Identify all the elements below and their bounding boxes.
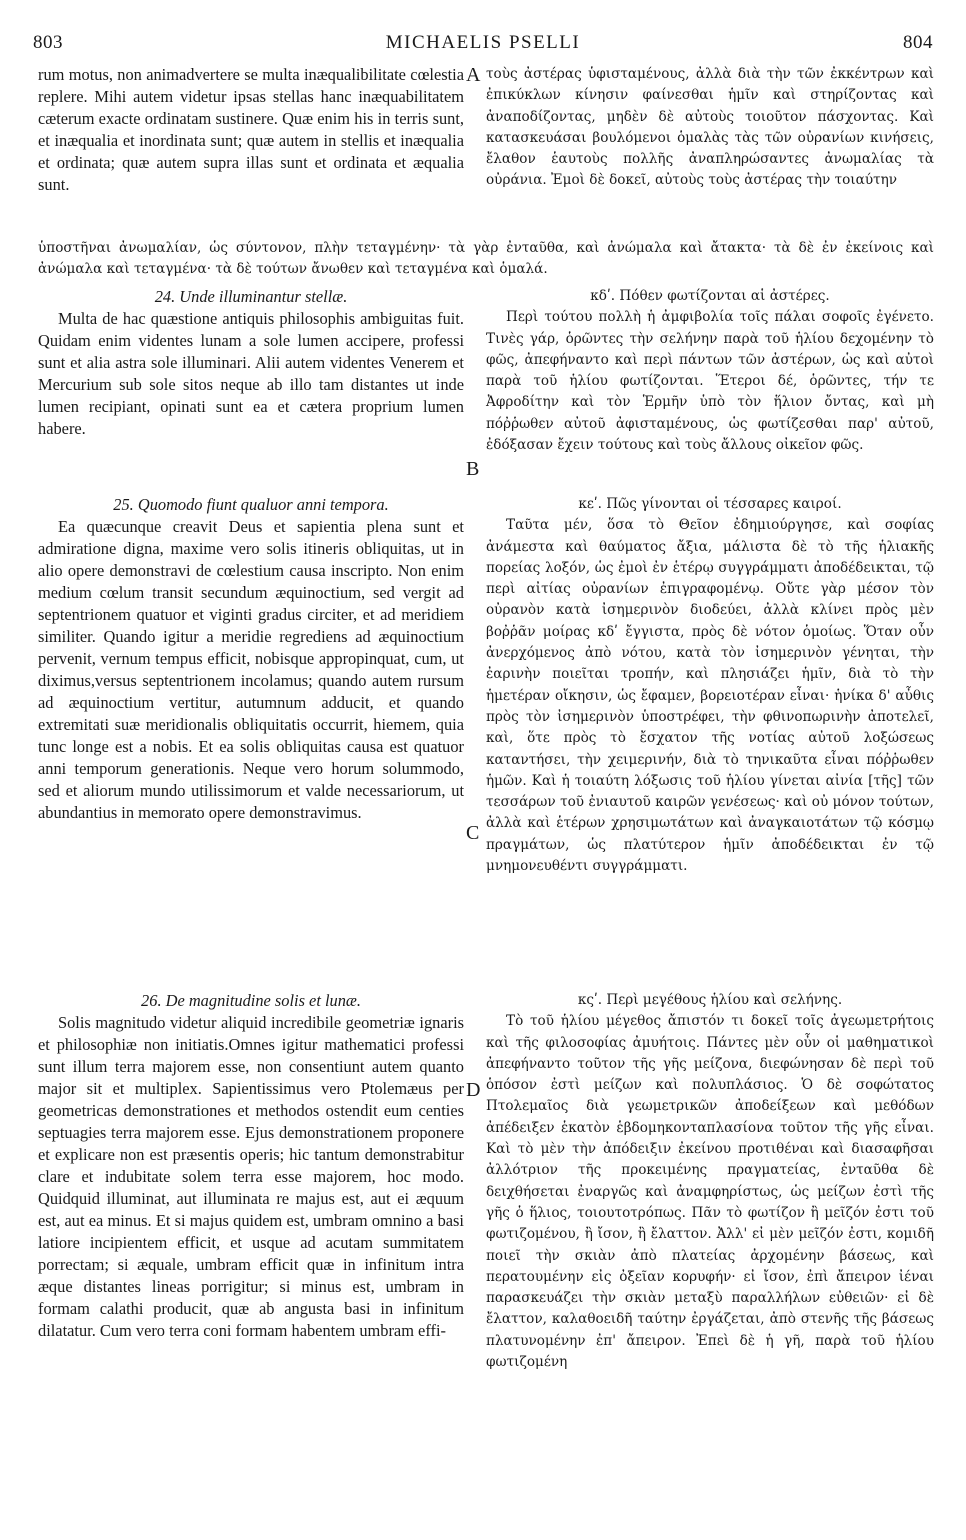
running-title: MICHAELIS PSELLI — [385, 32, 581, 53]
greek-paragraph: Τὸ τοῦ ἡλίου μέγεθος ἄπιστόν τι δοκεῖ τοῖς ἀγεωμετρήτοις καὶ τῆς φιλοσοφίας ἀμυήτοις. Πάντες μὲν οὖν οἱ μαθηματικοὶ ἀπεφήναντο τοῦτον τῆς γῆς μείζονα, διεφώνησαν δὲ περὶ τοῦ ὁπόσον ἐστὶ μείζων καὶ πολυπλάσιος. Ὁ δὲ σοφώτατος Πτολεμαῖος διὰ γεωμετρικῶν ἀποδείξεων καὶ μεθόδων ἀπέδειξεν ἑκατὸν ἑβδομηκονταπλασίονα τοῦτον τῆς γῆς εἶναι. Καὶ τὸ μὲν τὴν ἀπόδειξιν ἐκείνου προτιθέναι καὶ διασαφῆσαι ἀλλότριον τῆς προκειμένης πραγματείας, ἐνταῦθα δὲ δειχθήσεται ἐναργῶς καὶ ἀναμφηρίστως, ὡς μείζων ἐστὶ τῆς γῆς ὁ ἥλιος, τοιουτοτρόπως. Πᾶν τὸ φωτίζον ἢ μεῖζόν ἐστι τοῦ φωτιζομένου, ἢ ἴσον, ἢ ἔλαττον. Ἀλλ' εἰ μὲν μεῖζόν ἐστι, κομιδῆ ποιεῖ τὴν σκιὰν ἀπὸ πλατείας ἀρχομένην βάσεως, καὶ περατουμένην εἰς ὀξεῖαν κορυφήν· εἰ ἴσον, ἐπὶ ἄπειρον ἰέναι παρασκευάζει τὴν σκιὰν μεταξὺ παραλλήλων εὐθειῶν· εἰ δὲ ἔλαττον, καλαθοειδῆ ταύτην ἐργάζεται, ἀπὸ στενῆς τῆς βάσεως πλατυνομένην ἐπ' ἄπειρον. Ἐπεὶ δὲ ἡ γῆ, παρὰ τοῦ ἡλίου φωτιζομένη — [486, 1013, 934, 1371]
greek-section-25 — [486, 494, 934, 877]
margin-marker-d: D — [466, 1079, 481, 1101]
latin-section-26 — [38, 990, 464, 1342]
left-page-number: 803 — [33, 32, 63, 53]
greek-paragraph: Ταῦτα μέν, ὅσα τὸ Θεῖον ἐδημιούργησε, καὶ σοφίας ἀνάμεστα καὶ θαύματος ἄξια, μάλιστα δὲ τὸ τῆς ἡλιακῆς πορείας λοξόν, ὡς ἐμοὶ ἐν ἑτέρῳ συγγράμματι ἀποδέδεικται, τῷ περὶ αἰτίας οὐρανίων ἐπιγραφομένῳ. Οὔτε γὰρ μέσον τὸν οὐρανὸν κατὰ ἰσημερινὸν διοδεύει, ἀλλὰ κλίνει πρὸς μὲν βοῤῥᾶν μοίρας κδʹ ἔγγιστα, πρὸς δὲ νότον ὁμοίως. Ὅταν οὖν ἀνερχόμενος ἀπὸ νότου, κατὰ τὸν ἰσημερινὸν γένηται, τὴν ἐαρινὴν ποιεῖται τροπήν, καὶ πλησιάζει ἡμῖν, διὰ τὸ τὴν ἡμετέραν οἴκησιν, ὡς ἔφαμεν, βορειοτέραν εἶναι· ἡνίκα δ' αὖθις πρὸς τὸν ἰσημερινὸν ὑποστρέφει, τὴν φθινοπωρινὴν ἀποτελεῖ, καὶ, ὅτε πρὸς τὸ ἔσχατον τῆς νοτίας αὐτοῦ λοξώσεως καταντήσει, τὴν χειμερινήν, διὰ τὸ τηνικαῦτα εἶναι πόῤῥωθεν ἡμῶν. Καὶ ἡ τοιαύτη λόξωσις τοῦ ἡλίου γίνεται αἰνία [τῆς] τῶν τεσσάρων τοῦ ἐνιαυτοῦ καιρῶν γενέσεως· καὶ οὐ μόνον τούτων, ἀλλὰ καὶ ἑτέρων χρησιμωτάτων καὶ ἀναγκαιοτάτων τῷ κόσμῳ πραγμάτων, ὡς πλατύτερον ἡμῖν ἀποδέδεικται ἐν τῷ μνημονευθέντι συγγράμματι. — [486, 517, 934, 875]
greek-paragraph: τοὺς ἀστέρας ὑφισταμένους, ἀλλὰ διὰ τὴν τῶν ἐκκέντρων καὶ ἐπικύκλων κίνησιν φαίνεσθαι ἡμῖν καὶ στηρίζοντας καὶ ἀναποδίζοντας, μηδὲν δὲ αὐτοὺς τοιοῦτον πάσχοντας. Καὶ κατασκευάσαι βουλόμενοι ὁμαλὰς τὰς τῶν οὐρανίων κινήσεις, ἔλαθον ἑαυτοὺς πολλῆς ἀναπληρώσαντες ἀνωμαλίας τὰ οὐράνια. Ἐμοὶ δὲ δοκεῖ, αὐτοὺς τοὺς ἀστέρας τὴν τοιαύτην — [486, 66, 934, 189]
section-heading: κεʹ. Πῶς γίνονται οἱ τέσσαρες καιροί. — [578, 496, 842, 512]
latin-paragraph: Ea quæcunque creavit Deus et sapientia plena sunt et admiratione digna, maxime vero solis itineris obliquitas, ut in alio opere demonstravi de cœlestium causa inscripto. Non enim medium cœlum transit secundum æquinoctium, sed vergit ad septentrionem quatuor et viginti gradus circiter, et ad meridiem similiter. Quando igitur a meridie regrediens ad æquinoctium pervenit, vernum tempus efficit, nobisque appropinquat, cum, ut diximus,versus septentrionem incolamus; quando autem rursum ad æquinoctium vertitur, autumnum adducit, et quando extremitati suæ meridionalis obliquitatis occurrit, hiemem, quia tunc longe est a nobis. Et ea solis obliquitas causa est quatuor anni temporum generationis. Neque vero horum solummodo, sed et aliorum mundo utilissimorum et valde necessariorum, ut abundantius in memorato opere demonstravimus. — [38, 517, 464, 822]
latin-section-25 — [38, 494, 464, 824]
section-heading: κδʹ. Πόθεν φωτίζονται αἱ ἀστέρες. — [590, 288, 830, 304]
latin-section-24 — [38, 286, 464, 440]
margin-marker-a: A — [466, 64, 481, 86]
latin-paragraph: Solis magnitudo videtur aliquid incredibile geometriæ ignaris et philosophiæ non initiatis.Omnes igitur mathematici professi sunt illum terra majorem esse, non consentiunt autem quanto major sit et multiplex. Sapientissimus vero Ptolemæus per geometricas demonstrationes et methodos ostendit eum centies septuagies terra majorem esse. Ejus demonstrationem proponere et explicare non est præsentis operis; hic tantum demonstrabitur clare et indubitate solem terra esse majorem, hoc modo. Quidquid illuminat, aut illuminata re majus est, aut ei æquum est, aut ea minus. Et si majus quidem est, umbram omnino a basi latiore incipientem efficit, et usque ad acutam summitatem porrectam; si æquale, umbram efficit quæ in infinitum intra æque distantes lineas porrigitur; si minus est, umbram in formam calathi producit, quæ ab angusta basi in infinitum dilatatur. Cum vero terra coni formam habentem umbram effi- — [38, 1013, 464, 1340]
section-heading: κςʹ. Περὶ μεγέθους ἡλίου καὶ σελήνης. — [577, 992, 843, 1008]
page-header — [33, 32, 933, 58]
margin-marker-c: C — [466, 822, 480, 844]
latin-paragraph: Multa de hac quæstione antiquis philosophis ambiguitas fuit. Quidam enim videntes lunam a sole lumen accipere, professi sunt et alia astra sole illuminari. Alii autem videntes Venerem et Mercurium sub sole sitos neque ab illo tam distantes ut inde lumen recipiant, opinati sunt ea et cætera proprium lumen habere. — [38, 309, 464, 438]
greek-span-paragraph: ὑποστῆναι ἀνωμαλίαν, ὡς σύντονον, πλὴν τεταγμένην· τὰ γὰρ ἐνταῦθα, καὶ ἀνώμαλα καὶ ἄτακτα· τὰ δὲ ἐν ἐκείνοις καὶ ἀνώμαλα καὶ τεταγμένα· τὰ δὲ τούτων ἄνωθεν καὶ τεταγμένα καὶ ὁμαλά. — [38, 240, 934, 277]
right-page-number: 804 — [903, 32, 933, 53]
section-heading: 25. Quomodo fiunt qualuor anni tempora. — [113, 495, 389, 514]
section-heading: 24. Unde illuminantur stellæ. — [154, 287, 348, 306]
greek-section-26 — [486, 990, 934, 1373]
section-heading: 26. De magnitudine solis et lunæ. — [141, 991, 361, 1010]
greek-spanning-text — [38, 238, 934, 280]
latin-paragraph: rum motus, non animadvertere se multa inæqualibilitate cœlestia replere. Mihi autem videtur ipsas stellas hanc inæquabilitatem cæterum exacte ordinatam sustinere. Quæ enim his in terris sunt, et inæqualia et inordinata sunt; quæ autem in stellis et inæqualia et ordinata; quæ autem supra illas sunt et ordinata et æqualia sunt. — [38, 65, 464, 194]
greek-section-24 — [486, 286, 934, 456]
greek-paragraph: Περὶ τούτου πολλὴ ἡ ἀμφιβολία τοῖς πάλαι σοφοῖς ἐγένετο. Τινὲς γάρ, ὁρῶντες τὴν σελήνην παρὰ τοῦ ἡλίου δεχομένην τὸ φῶς, ἀπεφήναντο καὶ περὶ πάντων τῶν ἀστέρων, ὡς καὶ αὐτοὶ παρὰ τοῦ ἡλίου φωτίζονται. Ἕτεροι δέ, ὁρῶντες, τήν τε Ἀφροδίτην καὶ τὸν Ἑρμῆν ὑπὸ τὸν ἥλιον ὄντας, καὶ μὴ πόῤῥωθεν αὐτοῦ ἀφισταμένους, ὡς φωτίζεσθαι παρ' αὐτοῦ, ἐδόξασαν ἔχειν τούτους καὶ τοὺς ἄλλους οἰκεῖον φῶς. — [486, 309, 934, 454]
margin-marker-b: B — [466, 458, 480, 480]
greek-column-top — [486, 64, 934, 192]
latin-column-top — [38, 64, 464, 196]
